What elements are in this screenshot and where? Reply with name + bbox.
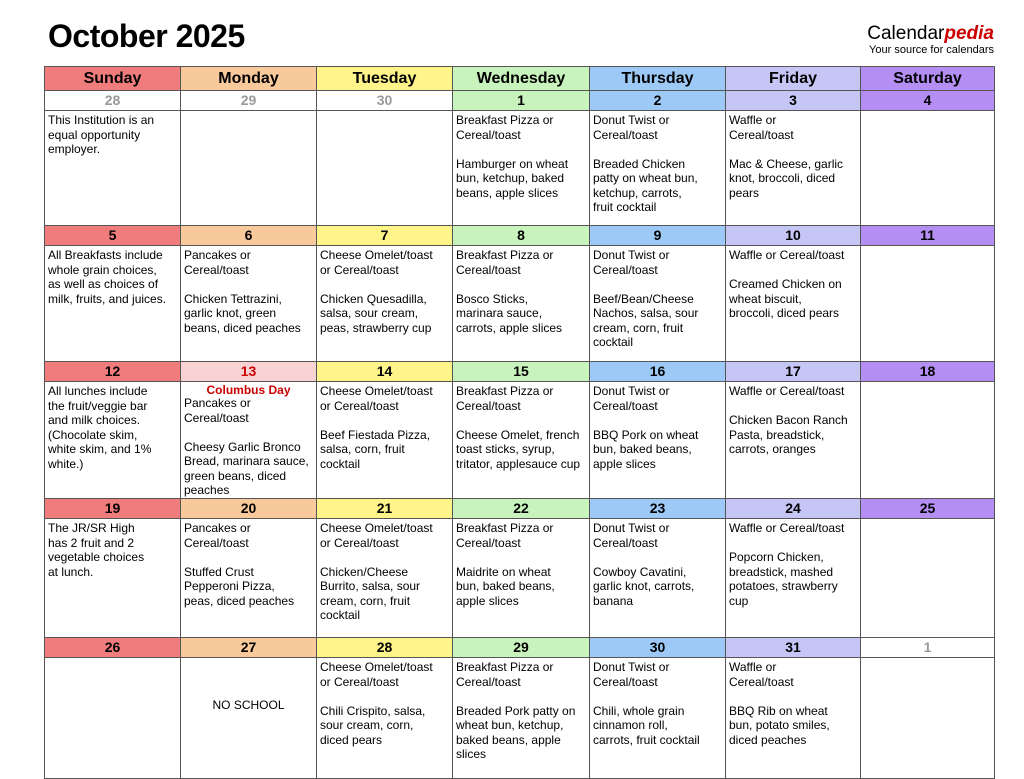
day-number[interactable]: 1: [923, 639, 932, 655]
day-number[interactable]: 23: [590, 499, 726, 518]
day-cell-menu: Pancakes or Cereal/toast Stuffed Crust Pepperoni Pizza, peas, diced peaches: [181, 519, 317, 637]
day-number[interactable]: 31: [726, 638, 861, 657]
day-cell-menu: [861, 111, 994, 225]
brand-tagline: Your source for calendars: [869, 44, 994, 56]
day-number[interactable]: 4: [861, 91, 994, 110]
day-number[interactable]: 15: [453, 362, 590, 381]
week-row: [45, 91, 994, 226]
day-number[interactable]: 20: [181, 499, 317, 518]
day-cell-menu: Cheese Omelet/toast or Cereal/toast Beef Fiestada Pizza, salsa, corn, fruit cocktail: [317, 382, 453, 498]
day-number[interactable]: 12: [45, 362, 181, 381]
day-number[interactable]: 9: [590, 226, 726, 245]
week-row: [45, 638, 994, 778]
day-number[interactable]: 30: [317, 91, 453, 110]
day-cell-menu: Breakfast Pizza or Cereal/toast Hamburger on wheat bun, ketchup, baked beans, apple slices: [453, 111, 590, 225]
menu-text: Pancakes or Cereal/toast Cheesy Garlic Bronco Bread, marinara sauce, green beans, diced peaches: [184, 396, 309, 497]
week-row: [45, 362, 994, 499]
weekday-wednesday: Wednesday: [453, 67, 590, 90]
day-number[interactable]: 7: [317, 226, 453, 245]
day-number[interactable]: 28: [45, 91, 181, 110]
day-number[interactable]: 24: [726, 499, 861, 518]
week-row: [45, 226, 994, 362]
day-cell-menu: All lunches include the fruit/veggie bar and milk choices. (Chocolate skim, white skim, and 1% white.): [45, 382, 181, 498]
day-number[interactable]: 10: [726, 226, 861, 245]
weekday-saturday: Saturday: [861, 67, 994, 90]
day-cell-menu: Waffle or Cereal/toast BBQ Rib on wheat bun, potato smiles, diced peaches: [726, 658, 861, 778]
day-cell-menu: All Breakfasts include whole grain choices, as well as choices of milk, fruits, and juices.: [45, 246, 181, 361]
day-cell-menu: This Institution is an equal opportunity employer.: [45, 111, 181, 225]
weekday-monday: Monday: [181, 67, 317, 90]
day-cell-menu: The JR/SR High has 2 fruit and 2 vegetable choices at lunch.: [45, 519, 181, 637]
day-cell-menu: Donut Twist or Cereal/toast BBQ Pork on wheat bun, baked beans, apple slices: [590, 382, 726, 498]
weekday-sunday: Sunday: [45, 67, 181, 90]
brand-name-part1: Calendar: [867, 23, 945, 44]
day-number[interactable]: 13: [181, 362, 317, 381]
day-cell-menu: Cheese Omelet/toast or Cereal/toast Chili Crispito, salsa, sour cream, corn, diced pears: [317, 658, 453, 778]
day-number[interactable]: 18: [861, 362, 994, 381]
day-cell-menu: Breakfast Pizza or Cereal/toast Breaded Pork patty on wheat bun, ketchup, baked beans, apple slices: [453, 658, 590, 778]
day-cell-menu: Donut Twist or Cereal/toast Chili, whole grain cinnamon roll, carrots, fruit cocktail: [590, 658, 726, 778]
day-number[interactable]: 17: [726, 362, 861, 381]
day-cell-menu: Breakfast Pizza or Cereal/toast Bosco Sticks, marinara sauce, carrots, apple slices: [453, 246, 590, 361]
day-cell-menu: NO SCHOOL: [181, 658, 317, 778]
day-cell-menu: [317, 111, 453, 225]
day-cell-menu: Waffle or Cereal/toast Chicken Bacon Ranch Pasta, breadstick, carrots, oranges: [726, 382, 861, 498]
weekday-tuesday: Tuesday: [317, 67, 453, 90]
day-number[interactable]: 28: [317, 638, 453, 657]
day-number[interactable]: 1: [453, 91, 590, 110]
day-cell-menu: [181, 111, 317, 225]
day-cell-menu: Donut Twist or Cereal/toast Breaded Chicken patty on wheat bun, ketchup, carrots, fruit cocktail: [590, 111, 726, 225]
day-number[interactable]: 5: [45, 226, 181, 245]
day-number[interactable]: 22: [453, 499, 590, 518]
day-cell-menu: Waffle or Cereal/toast Popcorn Chicken, breadstick, mashed potatoes, strawberry cup: [726, 519, 861, 637]
day-number[interactable]: 14: [317, 362, 453, 381]
day-cell-menu: Waffle or Cereal/toast Mac & Cheese, garlic knot, broccoli, diced pears: [726, 111, 861, 225]
day-number[interactable]: 19: [45, 499, 181, 518]
day-cell-menu: Pancakes or Cereal/toast Chicken Tettrazini, garlic knot, green beans, diced peaches: [181, 246, 317, 361]
day-cell-menu: Waffle or Cereal/toast Creamed Chicken on wheat biscuit, broccoli, diced pears: [726, 246, 861, 361]
day-cell-menu: [861, 382, 994, 498]
day-number[interactable]: 8: [453, 226, 590, 245]
brand-logo[interactable]: [867, 24, 994, 56]
day-cell-menu: Cheese Omelet/toast or Cereal/toast Chicken Quesadilla, salsa, sour cream, peas, strawberry cup: [317, 246, 453, 361]
day-cell-menu: [861, 658, 994, 778]
day-cell-menu: [181, 382, 317, 498]
brand-name-part2: pedia: [944, 23, 994, 44]
page-title: October 2025: [48, 18, 245, 54]
day-cell-menu: Breakfast Pizza or Cereal/toast Maidrite on wheat bun, baked beans, apple slices: [453, 519, 590, 637]
day-number[interactable]: 25: [861, 499, 994, 518]
weekday-header: [45, 67, 994, 91]
day-number[interactable]: 29: [181, 91, 317, 110]
weekday-thursday: Thursday: [590, 67, 726, 90]
day-number[interactable]: 2: [590, 91, 726, 110]
calendar-grid: [44, 66, 995, 779]
day-number[interactable]: 30: [590, 638, 726, 657]
day-number[interactable]: 11: [861, 226, 994, 245]
day-cell-menu: Donut Twist or Cereal/toast Beef/Bean/Cheese Nachos, salsa, sour cream, corn, fruit cocktail: [590, 246, 726, 361]
week-row: [45, 499, 994, 638]
day-cell-menu: [45, 658, 181, 778]
day-number[interactable]: 26: [45, 638, 181, 657]
day-cell-menu: Cheese Omelet/toast or Cereal/toast Chicken/Cheese Burrito, salsa, sour cream, corn, fruit cocktail: [317, 519, 453, 637]
day-number[interactable]: 27: [181, 638, 317, 657]
day-number[interactable]: 21: [317, 499, 453, 518]
day-number[interactable]: 16: [590, 362, 726, 381]
day-cell-menu: Breakfast Pizza or Cereal/toast Cheese Omelet, french toast sticks, syrup, tritator, applesauce cup: [453, 382, 590, 498]
day-cell-menu: [861, 246, 994, 361]
day-number[interactable]: 29: [453, 638, 590, 657]
day-number[interactable]: 6: [181, 226, 317, 245]
day-cell-menu: Donut Twist or Cereal/toast Cowboy Cavatini, garlic knot, carrots, banana: [590, 519, 726, 637]
weekday-friday: Friday: [726, 67, 861, 90]
holiday-label: Columbus Day: [206, 383, 291, 397]
day-number[interactable]: 3: [726, 91, 861, 110]
day-cell-menu: [861, 519, 994, 637]
